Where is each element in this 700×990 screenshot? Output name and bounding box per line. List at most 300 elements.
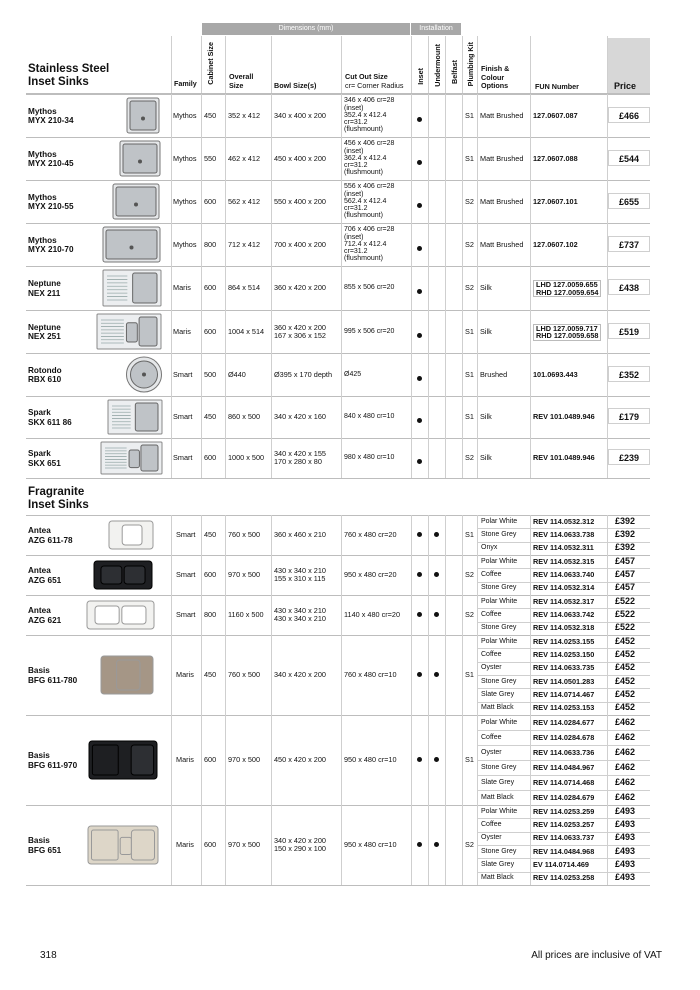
column-divider [477,353,478,396]
finish-option: Slate Grey [481,691,515,698]
column-divider [341,137,342,180]
cabinet-size-value: 600 [204,570,217,579]
column-divider [462,94,463,137]
product-model: Mythos MYX 210-55 [28,192,74,211]
fun-number-value: REV 114.0284.677 [533,717,595,727]
bowl-size-value: 700 x 400 x 200 [274,239,326,249]
cabinet-size-value: 600 [204,326,217,336]
cut-out-size-value: 456 x 406 cr=28 (inset) 362.4 x 412.4 cr=31.2 (flushmount) [344,140,395,177]
price-cell-box [608,236,650,252]
cut-out-size-value: 950 x 480 cr=10 [344,840,397,849]
finish-option: Matt Black [481,793,514,801]
column-divider [271,180,272,223]
column-divider [201,555,202,595]
price-value: £493 [615,819,636,829]
finish-value: Matt Brushed [480,110,524,120]
inset-indicator [417,572,422,577]
overall-size-value: Ø440 [228,369,246,379]
finish-option: Polar White [481,517,518,525]
column-divider [411,805,412,885]
price-value: £452 [615,702,636,713]
sink-image [101,656,153,694]
bowl-size-value: 340 x 420 x 160 [274,412,326,421]
undermount-indicator [434,757,439,762]
column-divider [271,555,272,595]
finish-value: Matt Brushed [480,239,524,249]
cabinet-size-value: 450 [204,110,217,120]
column-divider [445,555,446,595]
inset-header: Inset [416,68,425,85]
row-divider [26,137,650,138]
column-divider [341,266,342,310]
column-divider [445,137,446,180]
undermount-indicator [434,572,439,577]
product-model: Mythos MYX 210-70 [28,235,74,254]
plumbing-kit-value: S2 [465,570,474,579]
inset-indicator [417,612,422,617]
column-divider [428,223,429,266]
overall-size-value: 462 x 412 [228,153,261,163]
cut-out-size-value: 840 x 480 cr=10 [344,413,395,421]
fun-number-value: REV 114.0532.318 [533,623,595,633]
column-divider [530,266,531,310]
column-divider [225,137,226,180]
column-divider [171,353,172,396]
fun-number-value: REV 114.0633.742 [533,610,595,619]
column-divider [171,137,172,180]
finish-option: Stone Grey [481,624,517,632]
column-divider [428,438,429,478]
column-divider [411,715,412,805]
bowl-size-header: Bowl Size(s) [274,81,317,90]
dimensions-group-header: Dimensions (mm) [202,23,410,35]
finish-value: Silk [480,283,492,292]
column-divider [445,715,446,805]
finish-option: Onyx [481,544,498,552]
finish-option: Polar White [481,597,518,605]
column-divider [171,396,172,438]
column-divider [171,36,172,93]
inset-indicator [417,289,422,294]
finish-option: Oyster [481,664,502,672]
cabinet-size-header: Cabinet Size [206,42,215,85]
column-divider [428,595,429,635]
cut-out-size-value: 346 x 406 cr=28 (inset) 352.4 x 412.4 cr=31.2 (flushmount) [344,97,395,134]
column-divider [341,94,342,137]
column-divider [462,635,463,715]
plumbing-kit-value: S1 [465,670,474,679]
cabinet-size-value: 500 [204,369,217,379]
sink-image [101,442,162,474]
price-value: £466 [619,110,640,121]
column-divider [225,555,226,595]
price-value: £392 [615,515,636,526]
cabinet-size-value: 450 [204,412,217,421]
column-divider [477,555,478,595]
overall-size-value: 1000 x 500 [228,453,265,462]
inset-indicator [417,376,422,381]
overall-size-value: 712 x 412 [228,239,261,249]
fun-number-value: REV 114.0484.967 [533,762,595,772]
column-divider [171,180,172,223]
product-model: Basis BFG 611-780 [28,666,78,685]
price-value: £462 [615,746,636,757]
overall-size-value: 352 x 412 [228,110,261,120]
row-divider [26,396,650,397]
cabinet-size-value: 600 [204,840,217,849]
row-divider [26,478,650,479]
row-divider [26,715,650,716]
fun-number-value: REV 114.0284.679 [533,792,595,802]
inset-indicator [417,117,422,122]
column-divider [201,396,202,438]
fun-number-value: REV 114.0253.155 [533,636,595,646]
fun-number-value: REV 114.0284.678 [533,732,595,742]
family-value: Maris [173,326,191,336]
column-divider [171,438,172,478]
column-divider [171,805,172,885]
finish-option: Matt Black [481,874,514,882]
fun-number-value: 127.0607.102 [533,239,578,249]
column-divider [411,223,412,266]
column-divider [171,266,172,310]
column-divider [201,805,202,885]
finish-value: Matt Brushed [480,196,524,206]
bowl-size-value: 340 x 400 x 200 [274,110,326,120]
column-divider [411,266,412,310]
row-divider [26,595,650,596]
cabinet-size-value: 600 [204,196,217,206]
fun-number-value: REV 114.0633.735 [533,663,595,673]
finish-option: Stone Grey [481,584,517,592]
family-value: Mythos [173,110,197,120]
column-divider [462,223,463,266]
column-divider [462,805,463,885]
column-divider [530,595,531,635]
cut-out-size-value: 556 x 406 cr=28 (inset) 562.4 x 412.4 cr=31.2 (flushmount) [344,183,395,220]
inset-indicator [417,246,422,251]
column-divider [225,223,226,266]
cabinet-size-value: 550 [204,153,217,163]
column-divider [462,396,463,438]
column-divider [411,635,412,715]
column-divider [462,266,463,310]
row-divider [26,180,650,181]
undermount-indicator [434,842,439,847]
product-model: Basis BFG 611-970 [28,751,78,770]
fun-number-value: REV 114.0633.736 [533,747,595,757]
row-divider [26,310,650,311]
column-divider [445,94,446,137]
overall-size-value: 970 x 500 [228,840,261,849]
fun-number-value: REV 114.0501.283 [533,676,595,686]
overall-size-value: 860 x 500 [228,412,261,421]
finish-option: Stone Grey [481,847,517,855]
column-divider [341,180,342,223]
column-divider [201,595,202,635]
column-divider [462,310,463,353]
fun-number-value: REV 114.0532.312 [533,516,595,526]
column-divider [445,635,446,715]
price-value: £493 [615,805,636,816]
product-model: Antea AZG 621 [28,606,62,625]
column-divider [225,595,226,635]
fun-number-value: REV 114.0253.258 [533,873,595,883]
column-divider [341,396,342,438]
column-divider [477,94,478,137]
price-cell-box [608,366,650,382]
price-value: £462 [615,761,636,772]
inset-indicator [417,672,422,677]
product-model: Mythos MYX 210-45 [28,149,74,168]
column-divider [271,137,272,180]
finish-value: Silk [480,326,492,336]
plumbing-kit-value: S1 [465,153,474,163]
column-divider [171,715,172,805]
price-value: £239 [619,453,640,463]
column-divider [477,137,478,180]
inset-indicator [417,757,422,762]
row-divider [26,555,650,556]
column-divider [225,180,226,223]
cut-out-size-value: Ø425 [344,370,362,378]
column-divider [411,137,412,180]
column-divider [225,310,226,353]
fun-number-value: 127.0607.088 [533,153,578,163]
price-value: £462 [615,791,636,802]
column-divider [530,137,531,180]
column-divider [411,595,412,635]
finish-option: Coffee [481,571,502,578]
column-divider [201,137,202,180]
family-value: Smart [173,453,193,462]
column-divider [445,396,446,438]
cut-out-note: cr= Corner Radius [345,81,404,90]
price-cell-box [608,150,650,166]
finish-option: Coffee [481,651,502,658]
column-divider [341,353,342,396]
price-value: £737 [619,239,640,250]
fun-number-value: 127.0607.087 [533,110,578,120]
price-value: £522 [615,609,636,619]
column-divider [607,36,608,93]
row-divider [26,266,650,267]
cut-out-size-value: 980 x 480 cr=10 [344,454,395,462]
column-divider [462,180,463,223]
plumbing-kit-value: S1 [465,412,474,421]
column-divider [607,515,608,555]
bowl-size-value: 430 x 340 x 210 430 x 340 x 210 [274,606,326,623]
column-divider [411,438,412,478]
column-divider [171,595,172,635]
sink-image [97,314,161,349]
column-divider [271,266,272,310]
column-divider [411,396,412,438]
price-cell-box [608,449,650,465]
cut-out-size-value: 1140 x 480 cr=20 [344,610,401,619]
page-number: 318 [40,950,57,961]
product-model: Antea AZG 611-78 [28,526,73,545]
column-divider [411,353,412,396]
column-divider [477,595,478,635]
plumbing-kit-value: S2 [465,610,474,619]
finish-option: Stone Grey [481,677,517,685]
vat-note: All prices are inclusive of VAT [531,950,662,961]
bowl-size-value: 360 x 460 x 210 [274,530,326,539]
price-value: £457 [615,582,636,593]
column-divider [530,438,531,478]
column-divider [225,353,226,396]
column-divider [428,266,429,310]
column-divider [271,715,272,805]
fun-number-value: REV 114.0714.468 [533,777,595,787]
price-cell-box [608,193,650,209]
price-cell-box [608,107,650,123]
product-model: Antea AZG 651 [28,566,62,585]
inset-indicator [417,842,422,847]
column-divider [428,635,429,715]
column-divider [411,180,412,223]
column-divider [271,438,272,478]
overall-size-value: 970 x 500 [228,570,261,579]
family-value: Maris [173,283,191,292]
price-value: £457 [615,569,636,579]
undermount-indicator [434,532,439,537]
overall-size-header: Overall Size [229,72,254,90]
column-divider [341,438,342,478]
column-divider [428,137,429,180]
price-value: £392 [615,542,636,553]
column-divider [411,515,412,555]
column-divider [201,353,202,396]
column-divider [171,515,172,555]
price-column-header [608,38,650,93]
row-divider [26,885,650,886]
column-divider [341,595,342,635]
cabinet-size-value: 600 [204,453,217,462]
plumbing-kit-value: S1 [465,110,474,120]
price-cell-box [608,408,650,424]
column-divider [271,595,272,635]
column-divider [477,36,478,93]
plumbing-kit-value: S2 [465,239,474,249]
price-value: £519 [619,326,640,337]
finish-option: Stone Grey [481,531,517,538]
column-divider [445,595,446,635]
product-model: Spark SKX 651 [28,449,61,468]
cut-out-size-header: Cut Out Size [345,72,388,81]
column-divider [225,515,226,555]
bowl-size-value: 340 x 420 x 155 170 x 280 x 80 [274,449,326,466]
finish-option: Coffee [481,733,502,741]
family-value: Smart [176,610,196,619]
column-divider [201,715,202,805]
installation-group-header: Installation [411,23,461,35]
column-divider [225,715,226,805]
cut-out-size-value: 760 x 480 cr=20 [344,530,397,539]
plumbing-kit-value: S2 [465,196,474,206]
price-value: £522 [615,595,636,606]
family-value: Smart [173,369,193,379]
column-divider [341,555,342,595]
price-value: £179 [619,412,640,422]
column-divider [477,515,478,555]
family-value: Smart [176,530,196,539]
bowl-size-value: 340 x 420 x 200 [274,670,326,679]
column-divider [411,36,412,93]
fun-number-value: 101.0693.443 [533,369,578,379]
finish-option: Matt Black [481,704,514,712]
inset-indicator [417,459,422,464]
column-divider [171,223,172,266]
overall-size-value: 760 x 500 [228,670,261,679]
price-cell-box [608,323,650,339]
column-divider [428,353,429,396]
bowl-size-value: 450 x 420 x 200 [274,755,326,764]
column-divider [201,635,202,715]
family-header: Family [174,79,197,88]
column-divider [271,94,272,137]
overall-size-value: 1004 x 514 [228,326,265,336]
price-value: £452 [615,635,636,646]
column-divider [530,180,531,223]
undermount-indicator [434,612,439,617]
sink-image [127,357,161,392]
sink-image [120,141,160,176]
finish-value: Silk [480,453,492,462]
fun-number-value: REV 114.0633.737 [533,833,595,843]
product-model: Spark SKX 611 86 [28,408,72,427]
column-divider [445,310,446,353]
cut-out-size-value: 706 x 406 cr=28 (inset) 712.4 x 412.4 cr=31.2 (flushmount) [344,226,395,263]
column-divider [445,36,446,93]
sink-image [108,400,162,434]
column-divider [225,36,226,93]
plumbing-kit-header: Plumbing Kit [466,42,475,87]
fun-number-value: 127.0607.101 [533,196,578,206]
column-divider [445,266,446,310]
overall-size-value: 562 x 412 [228,196,261,206]
fun-number-value: REV 114.0633.738 [533,530,595,539]
bowl-size-value: 360 x 420 x 200 [274,283,326,292]
column-divider [445,515,446,555]
plumbing-kit-value: S1 [465,755,474,764]
sink-image [103,227,160,262]
column-divider [530,353,531,396]
column-divider [271,805,272,885]
column-divider [171,635,172,715]
family-value: Mythos [173,196,197,206]
cut-out-size-value: 950 x 480 cr=20 [344,570,397,579]
column-divider [428,396,429,438]
family-value: Mythos [173,239,197,249]
inset-indicator [417,203,422,208]
price-value: £352 [619,369,640,380]
plumbing-kit-value: S1 [465,530,474,539]
column-divider [445,180,446,223]
overall-size-value: 760 x 500 [228,530,261,539]
column-divider [171,94,172,137]
inset-indicator [417,160,422,165]
family-value: Mythos [173,153,197,163]
column-divider [445,438,446,478]
column-divider [271,310,272,353]
price-value: £438 [619,283,640,293]
column-divider [530,223,531,266]
product-model: Neptune NEX 251 [28,322,61,341]
bowl-size-value: 430 x 340 x 210 155 x 310 x 115 [274,566,326,583]
column-divider [341,805,342,885]
